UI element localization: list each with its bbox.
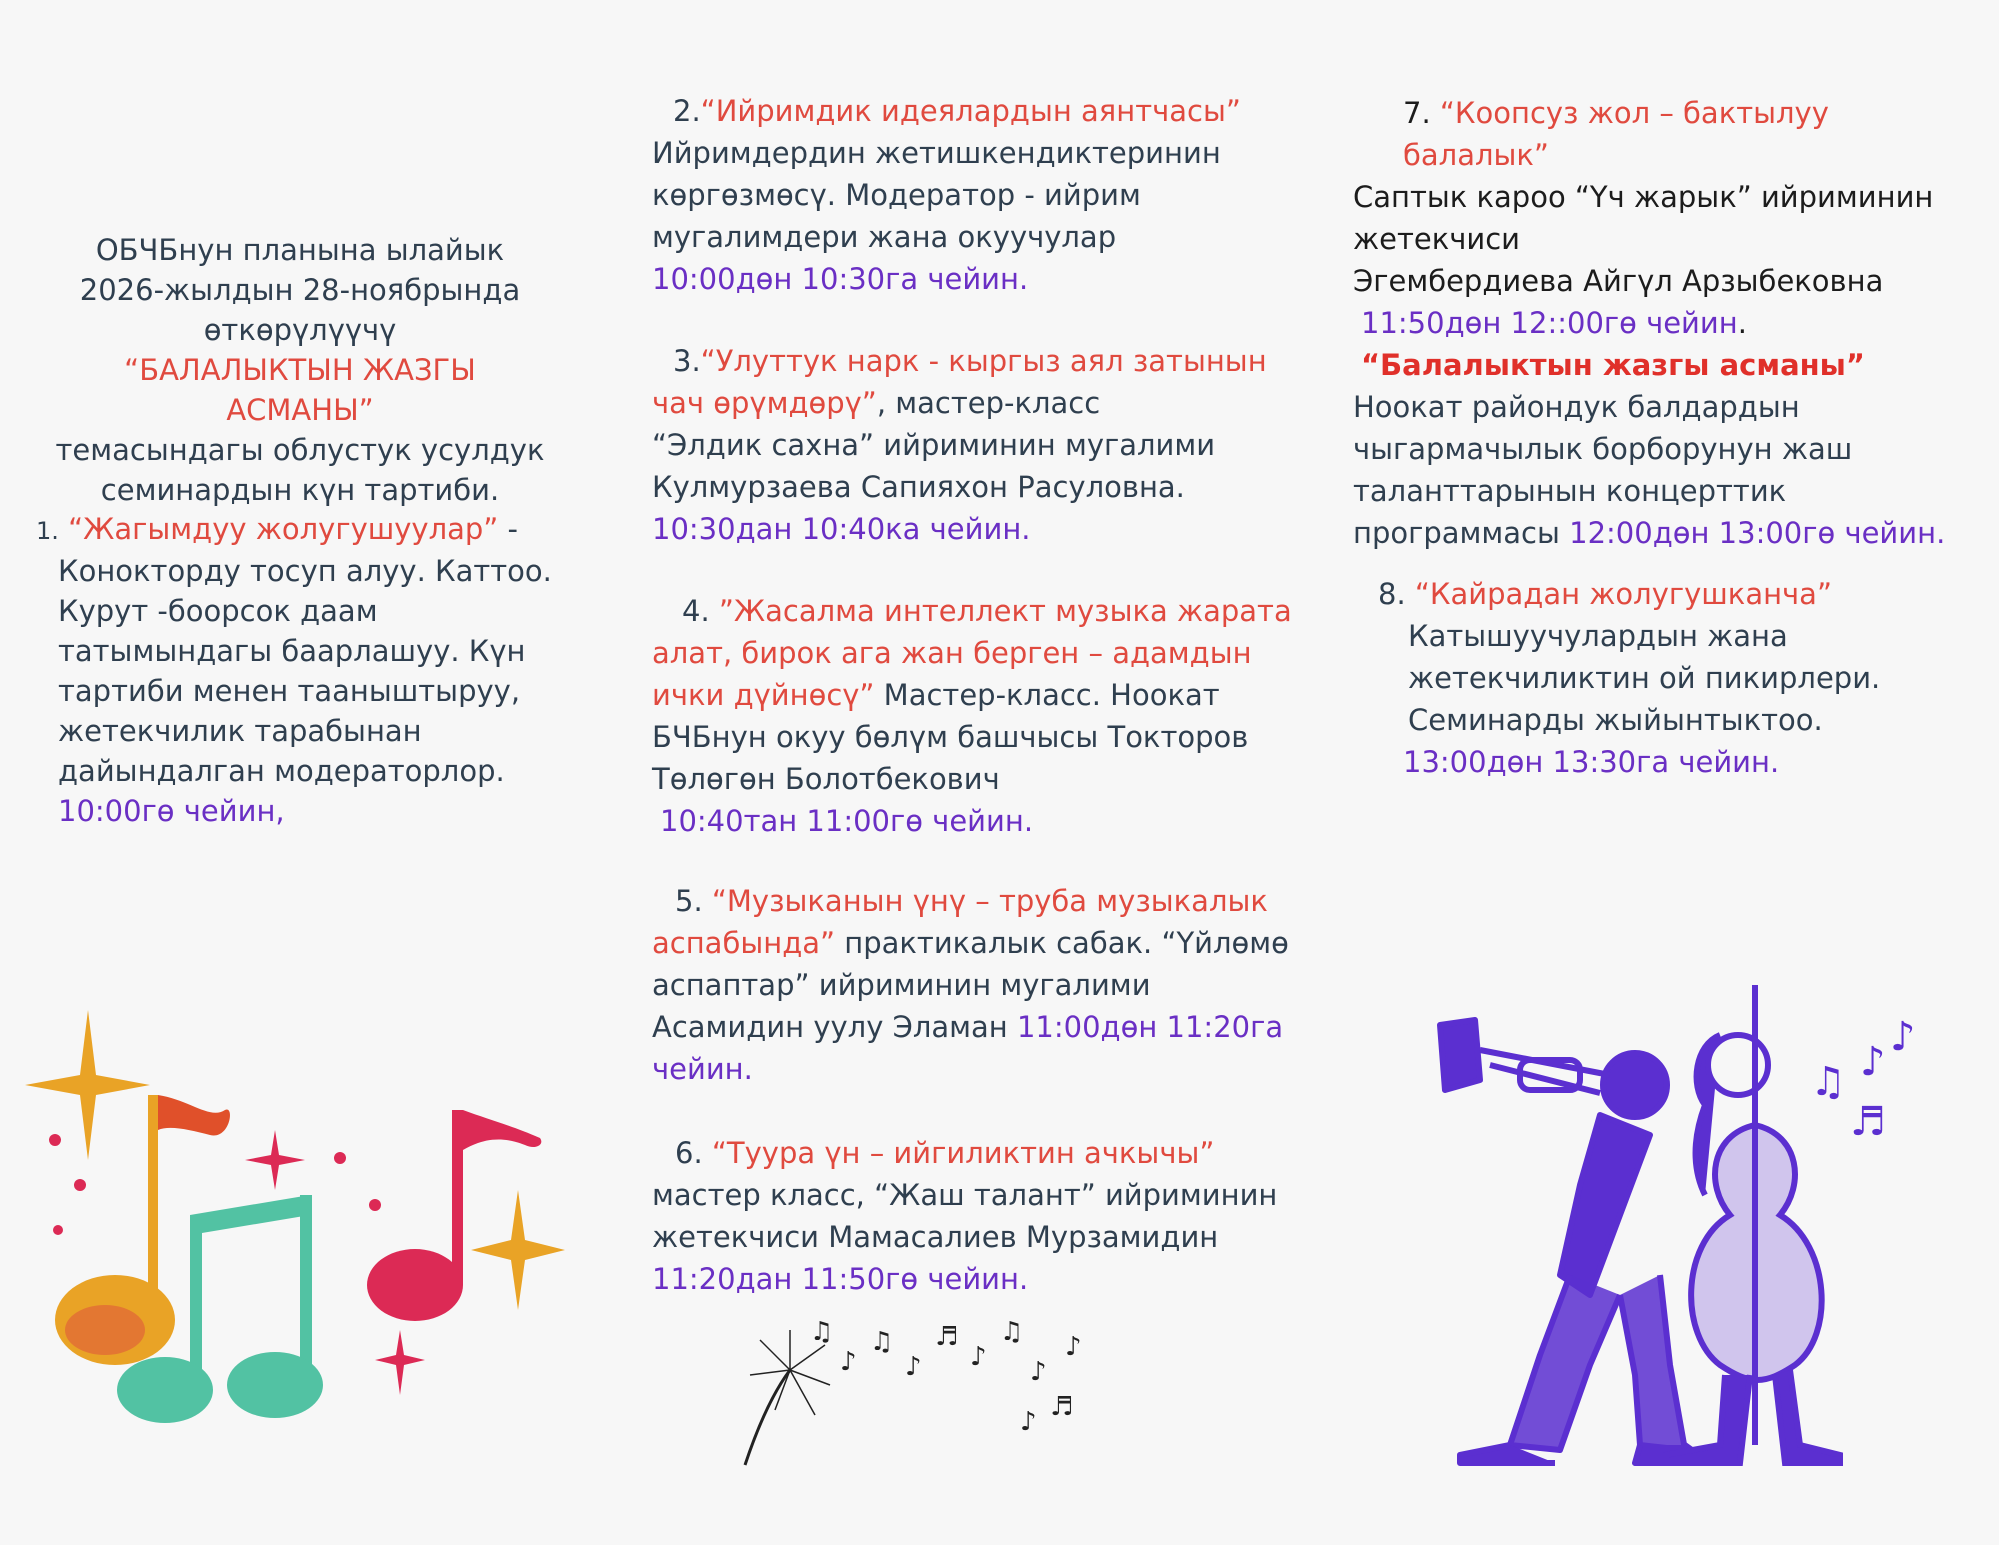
svg-text:♪: ♪ <box>905 1352 922 1382</box>
item-title: “Жагымдуу жолугушуулар” <box>68 512 499 546</box>
trumpet-player-icon <box>1440 1020 1710 1463</box>
item-time: 11:00дөн 11:20га чейин. <box>652 1010 1284 1086</box>
item-time-2: 12:00дөн 13:00гө чейин. <box>1569 516 1946 550</box>
item-number: 1. <box>36 517 59 545</box>
item-title: “Улуттук нарк - кыргыз аял затынын чач өрүмдөрү” <box>652 344 1267 420</box>
item-time: 11:20дан 11:50гө чейин. <box>652 1262 1029 1296</box>
music-note-icon <box>810 1317 1082 1437</box>
item-body: “Элдик сахна” ийриминин мугалими Кулмурзаева Сапияхон Расуловна. <box>652 428 1216 504</box>
music-notes-illustration <box>20 1010 570 1440</box>
svg-text:♪: ♪ <box>970 1342 987 1372</box>
item-number: 4. <box>682 594 710 628</box>
item-number: 7. <box>1403 96 1431 130</box>
floating-notes-icon <box>1810 1014 1916 1145</box>
item-body: Катышуучулардын жана жетекчиликтин ой пикирлери. Семинарды жыйынтыктоо. <box>1408 619 1881 737</box>
item-number: 6. <box>675 1136 703 1170</box>
intro-line-6: семинардын күн тартиби. <box>100 473 500 507</box>
item-time: 10:30дан 10:40ка чейин. <box>652 512 1031 546</box>
svg-text:♫: ♫ <box>1810 1059 1846 1105</box>
agenda-item-8 <box>1378 573 1978 783</box>
agenda-item-5 <box>652 880 1302 1090</box>
svg-text:♪: ♪ <box>1065 1332 1082 1362</box>
item-number: 5. <box>675 884 703 918</box>
cellist-icon <box>1665 985 1840 1463</box>
agenda-item-1 <box>36 509 576 831</box>
svg-text:♫: ♫ <box>870 1327 894 1357</box>
intro-line-5: темасындагы облустук усулдук <box>55 433 545 467</box>
svg-text:♬: ♬ <box>1050 1392 1074 1422</box>
item-title: “Музыканын үнү – труба музыкалык аспабында” <box>652 884 1268 960</box>
agenda-item-3 <box>652 340 1302 550</box>
agenda-item-4 <box>652 590 1302 842</box>
item-body-3: Ноокат райондук балдардын чыгармачылык борборунун жаш таланттарынын концерттик программасы <box>1353 390 1853 550</box>
item-time: 11:50дөн 12::00гө чейин <box>1361 306 1738 340</box>
concert-title: “Балалыктын жазгы асманы” <box>1361 348 1865 382</box>
svg-text:♫: ♫ <box>1000 1317 1024 1347</box>
agenda-item-2 <box>652 90 1302 300</box>
svg-text:♬: ♬ <box>935 1322 959 1352</box>
item-number: 8. <box>1378 577 1406 611</box>
item-title: “Коопсуз жол – бактылуу балалык” <box>1403 96 1829 172</box>
item-title: “Ийримдик идеялардын аянтчасы” <box>700 94 1241 128</box>
musicians-illustration <box>1420 975 1930 1475</box>
item-title: ”Жасалма интеллект музыка жарата алат, бирок ага жан берген – адамдын ички дүйнөсү” <box>652 594 1292 712</box>
item-title: “Кайрадан жолугушканча” <box>1414 577 1832 611</box>
intro-line-1: ОБЧБнун планына ылайык <box>95 233 505 267</box>
item-number: 3. <box>673 344 701 378</box>
item-time: 10:40тан 11:00гө чейин. <box>660 804 1034 838</box>
svg-text:♪: ♪ <box>1860 1039 1886 1085</box>
item-time: 10:00гө чейин, <box>58 794 285 828</box>
item-time-end: . <box>1737 306 1747 340</box>
item-body-1: Саптык кароо “Үч жарык” ийриминин жетекчиси <box>1353 180 1934 256</box>
item-suffix: , мастер-класс <box>876 386 1101 420</box>
svg-text:♬: ♬ <box>1850 1099 1886 1145</box>
item-dash: - <box>498 512 519 546</box>
svg-text:♫: ♫ <box>810 1317 834 1347</box>
item-number: 2. <box>673 94 701 128</box>
svg-text:♪: ♪ <box>1020 1407 1037 1437</box>
svg-text:♪: ♪ <box>1030 1357 1047 1387</box>
intro-line-2: 2026-жылдын 28-ноябрында <box>79 273 521 307</box>
item-title: “Туура үн – ийгиликтин ачкычы” <box>711 1136 1215 1170</box>
agenda-item-7 <box>1353 92 1983 554</box>
item-time: 13:00дөн 13:30га чейин. <box>1403 745 1780 779</box>
item-body: практикалык сабак. “Үйлөмө аспаптар” ийриминин мугалими Асамидин уулу Эламан <box>652 926 1289 1044</box>
seminar-title: “БАЛАЛЫКТЫН ЖАЗГЫ АСМАНЫ” <box>124 353 476 427</box>
item-body: Ийримдердин жетишкендиктеринин көргөзмөсү. Модератор - ийрим мугалимдери жана окуучулар <box>652 136 1221 254</box>
svg-text:♪: ♪ <box>840 1347 857 1377</box>
dandelion-notes-illustration <box>730 1310 1100 1470</box>
intro-block <box>50 230 550 510</box>
agenda-item-6 <box>652 1132 1302 1300</box>
intro-line-3: өткөрүлүүчү <box>203 313 397 347</box>
item-body: мастер класс, “Жаш талант” ийриминин жетекчиси Мамасалиев Мурзамидин <box>652 1178 1278 1254</box>
item-body: Мастер-класс. Ноокат БЧБнун окуу бөлүм башчысы Токторов Төлөгөн Болотбекович <box>652 678 1249 796</box>
item-time: 10:00дөн 10:30га чейин. <box>652 262 1029 296</box>
item-body-2: Эгембердиева Айгүл Арзыбековна <box>1353 264 1884 298</box>
svg-text:♪: ♪ <box>1890 1014 1916 1060</box>
item-body: Конокторду тосуп алуу. Каттоо. Курут -боорсок даам татымындагы баарлашуу. Күн тартиби менен тааныштыруу, жетекчилик тарабынан дайындалган модераторлор. <box>58 554 552 788</box>
